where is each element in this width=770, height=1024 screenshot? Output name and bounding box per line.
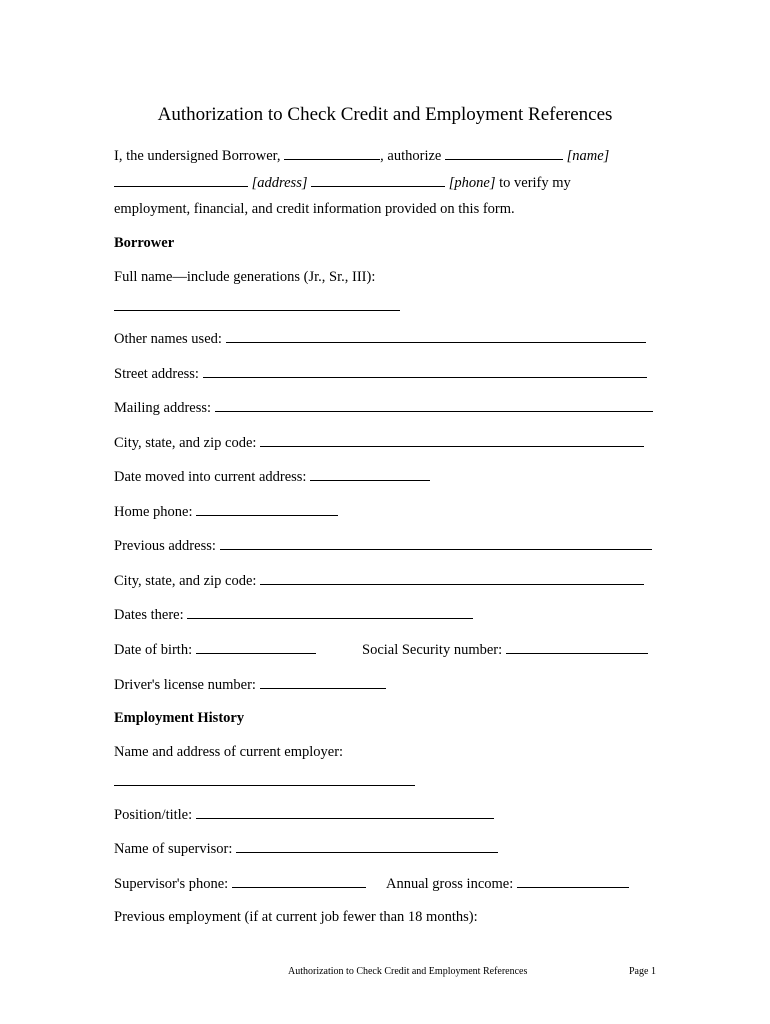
home-phone-label: Home phone: xyxy=(114,504,193,520)
authorized-name-blank[interactable] xyxy=(445,146,563,160)
mailing-field[interactable] xyxy=(215,398,653,412)
borrower-name-blank[interactable] xyxy=(284,146,380,160)
page-number: Page 1 xyxy=(629,966,656,977)
street-row xyxy=(114,364,647,383)
intro-line-1 xyxy=(114,146,609,165)
mailing-label: Mailing address: xyxy=(114,400,212,416)
ssn-row xyxy=(362,640,648,659)
city-field-2[interactable] xyxy=(260,571,644,585)
street-label: Street address: xyxy=(114,366,199,382)
city-row-1 xyxy=(114,433,644,452)
sup-phone-label: Supervisor's phone: xyxy=(114,876,229,892)
intro-line-3: employment, financial, and credit information provided on this form. xyxy=(114,201,515,217)
position-row xyxy=(114,805,494,824)
supervisor-row xyxy=(114,839,498,858)
previous-address-row xyxy=(114,536,652,555)
footer-title: Authorization to Check Credit and Employment References xyxy=(288,966,528,977)
borrower-heading: Borrower xyxy=(114,235,175,251)
other-names-label: Other names used: xyxy=(114,331,222,347)
employer-label: Name and address of current employer: xyxy=(114,744,344,760)
page-title: Authorization to Check Credit and Employment References xyxy=(157,104,613,125)
home-phone-row xyxy=(114,502,338,521)
employment-heading: Employment History xyxy=(114,710,245,726)
city-label-1: City, state, and zip code: xyxy=(114,435,257,451)
ssn-field[interactable] xyxy=(506,640,648,654)
license-label: Driver's license number: xyxy=(114,677,256,693)
license-row xyxy=(114,675,386,694)
city-field-1[interactable] xyxy=(260,433,644,447)
income-field[interactable] xyxy=(517,874,629,888)
position-field[interactable] xyxy=(196,805,494,819)
sup-phone-row xyxy=(114,874,366,893)
name-label: [name] xyxy=(566,148,610,164)
city-label-2: City, state, and zip code: xyxy=(114,573,257,589)
dob-row xyxy=(114,640,316,659)
dates-there-row xyxy=(114,605,473,624)
address-blank[interactable] xyxy=(114,173,248,187)
sup-phone-field[interactable] xyxy=(232,874,366,888)
phone-blank[interactable] xyxy=(311,173,445,187)
date-moved-field[interactable] xyxy=(310,467,430,481)
phone-label: [phone] xyxy=(448,175,496,191)
date-moved-row xyxy=(114,467,430,486)
dob-field[interactable] xyxy=(196,640,316,654)
city-row-2 xyxy=(114,571,644,590)
income-label: Annual gross income: xyxy=(386,876,514,892)
dob-label: Date of birth: xyxy=(114,642,193,658)
intro-text-1: I, the undersigned Borrower, xyxy=(114,148,281,164)
position-label: Position/title: xyxy=(114,807,193,823)
employer-field[interactable] xyxy=(114,785,415,786)
intro-text-2: , authorize xyxy=(380,148,442,164)
date-moved-label: Date moved into current address: xyxy=(114,469,307,485)
intro-line-2 xyxy=(114,173,571,192)
intro-text-3: to verify my xyxy=(499,175,571,191)
mailing-row xyxy=(114,398,653,417)
supervisor-field[interactable] xyxy=(236,839,498,853)
previous-address-label: Previous address: xyxy=(114,538,216,554)
previous-employment-label: Previous employment (if at current job fewer than 18 months): xyxy=(114,909,478,925)
ssn-label: Social Security number: xyxy=(362,642,503,658)
license-field[interactable] xyxy=(260,675,386,689)
street-field[interactable] xyxy=(203,364,647,378)
address-label: [address] xyxy=(251,175,308,191)
other-names-field[interactable] xyxy=(226,329,646,343)
other-names-row xyxy=(114,329,646,348)
full-name-label: Full name—include generations (Jr., Sr., III): xyxy=(114,269,376,285)
home-phone-field[interactable] xyxy=(196,502,338,516)
dates-there-field[interactable] xyxy=(187,605,473,619)
full-name-field[interactable] xyxy=(114,310,400,311)
income-row xyxy=(386,874,629,893)
dates-there-label: Dates there: xyxy=(114,607,184,623)
supervisor-label: Name of supervisor: xyxy=(114,841,233,857)
previous-address-field[interactable] xyxy=(220,536,652,550)
